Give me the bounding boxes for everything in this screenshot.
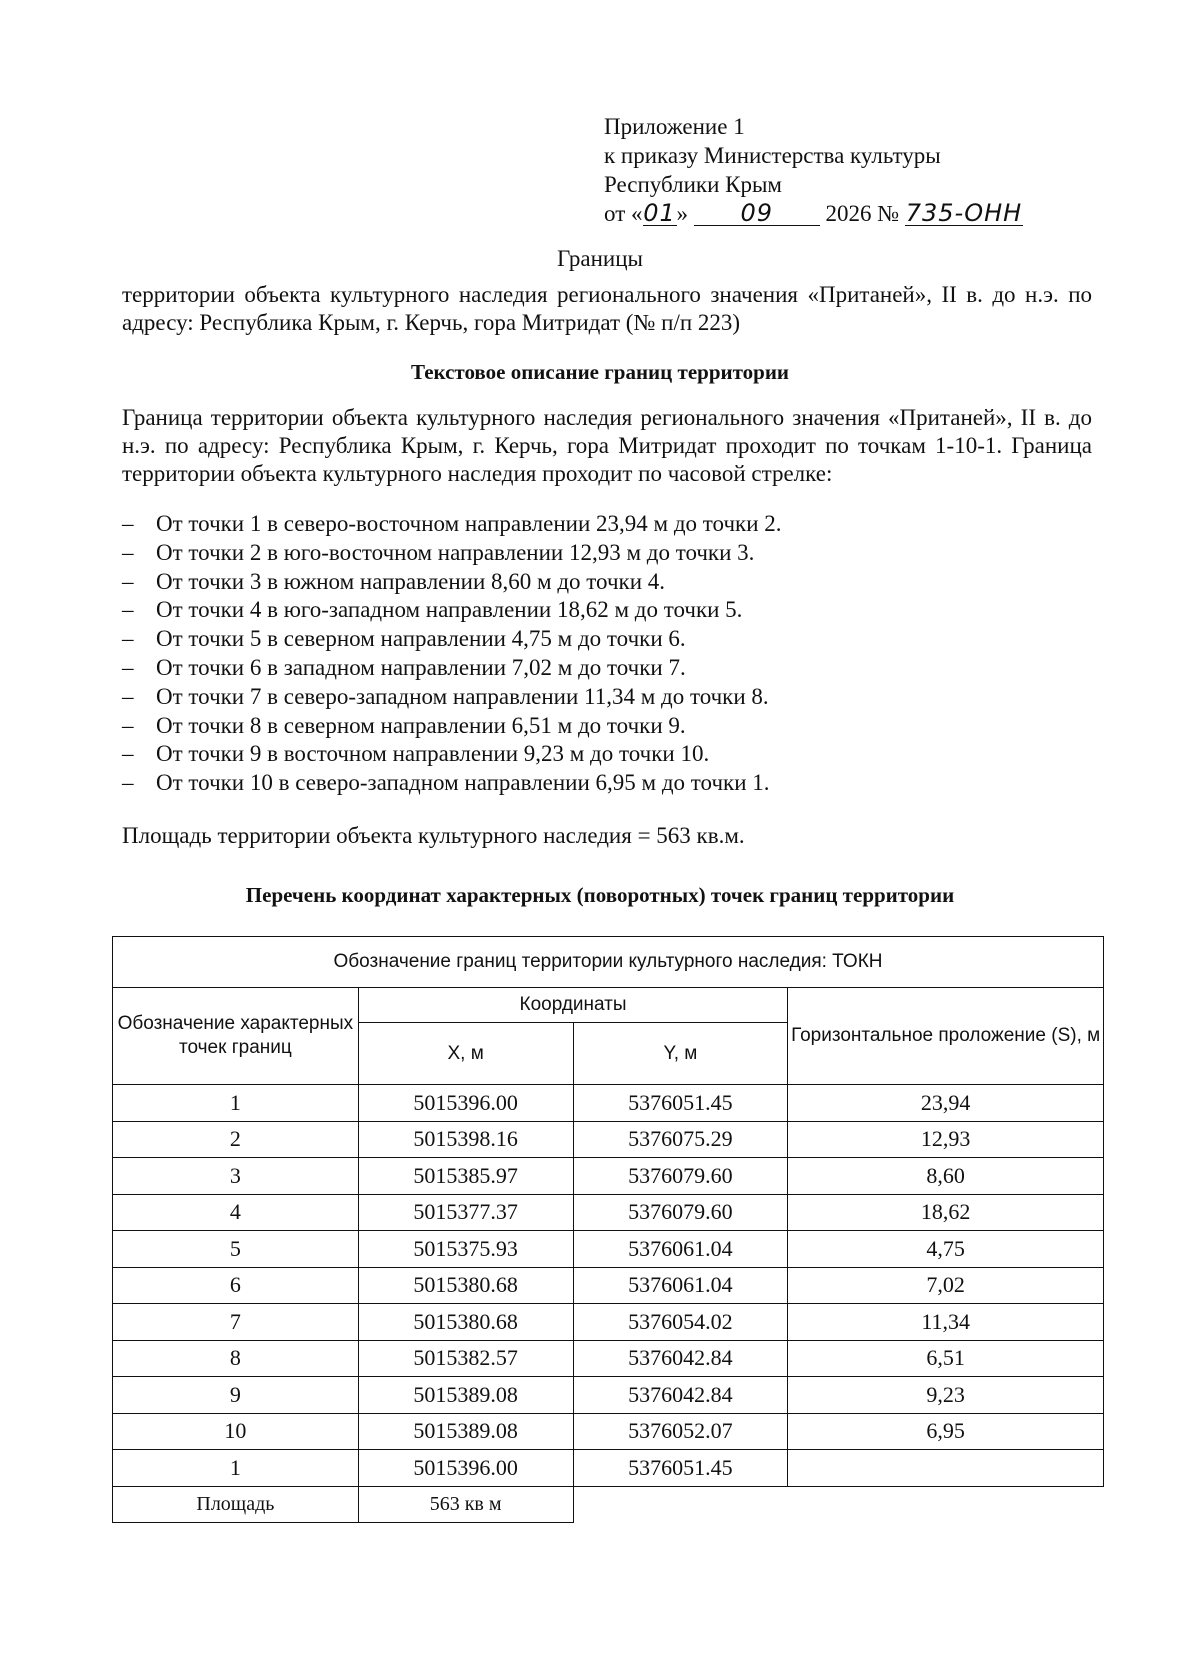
table-row: [113, 1340, 1104, 1377]
dash-bullet: –: [122, 712, 134, 738]
point-cell: 8: [113, 1340, 359, 1377]
s-cell: 18,62: [788, 1194, 1104, 1231]
step-text: От точки 6 в западном направлении 7,02 м до точки 7.: [156, 654, 686, 680]
y-cell: 5376051.45: [573, 1085, 788, 1122]
table-row: [113, 1304, 1104, 1341]
date-month: 09: [694, 201, 820, 226]
x-cell: 5015398.16: [358, 1121, 573, 1158]
y-cell: 5376054.02: [573, 1304, 788, 1341]
date-year: 2026 №: [825, 201, 900, 226]
step-text: От точки 10 в северо-западном направлении 6,95 м до точки 1.: [156, 770, 770, 796]
x-cell: 5015389.08: [358, 1377, 573, 1414]
x-cell: 5015389.08: [358, 1413, 573, 1450]
coordinates-table: [112, 936, 1104, 1523]
date-prefix: от «: [604, 201, 643, 226]
y-cell: 5376042.84: [573, 1377, 788, 1414]
table-row: [113, 1450, 1104, 1487]
date-day: 01: [643, 199, 676, 227]
list-item: [122, 596, 1092, 625]
list-item: [122, 683, 1092, 712]
y-cell: 5376051.45: [573, 1450, 788, 1487]
description-paragraph: Граница территории объекта культурного наследия регионального значения «Пританей», II в. до н.э. по адресу: Республика Крым, г. Керчь, гора Митридат проходит по точкам 1-10-1. Граница территории объекта культурного наследия проходит по часовой стрелке:: [122, 405, 1092, 486]
step-text: От точки 9 в восточном направлении 9,23 м до точки 10.: [156, 741, 710, 767]
s-cell: 11,34: [788, 1304, 1104, 1341]
boundary-steps-list: [122, 510, 1092, 798]
dash-bullet: –: [122, 770, 134, 796]
x-cell: 5015380.68: [358, 1304, 573, 1341]
s-cell: 4,75: [788, 1231, 1104, 1268]
table-row: [113, 1267, 1104, 1304]
document-title: Границы: [557, 246, 643, 271]
appendix-order-ref: к приказу Министерства культуры: [604, 143, 941, 168]
area-value-cell: 563 кв м: [358, 1486, 573, 1523]
appendix-date-line: [604, 199, 1124, 228]
s-cell: 7,02: [788, 1267, 1104, 1304]
y-cell: 5376075.29: [573, 1121, 788, 1158]
coordinates-body: [113, 1085, 1104, 1487]
point-cell: 2: [113, 1121, 359, 1158]
document-subtitle: территории объекта культурного наследия регионального значения «Пританей», II в. до н.э. по адресу: Республика Крым, г. Керчь, гора Митридат (№ п/п 223): [122, 282, 1092, 335]
text-description-heading: Текстовое описание границ территории: [410, 360, 790, 384]
step-text: От точки 3 в южном направлении 8,60 м до точки 4.: [156, 568, 666, 594]
s-cell: 6,95: [788, 1413, 1104, 1450]
x-cell: 5015396.00: [358, 1450, 573, 1487]
appendix-block: [604, 112, 1124, 228]
step-text: От точки 1 в северо-восточном направлении 23,94 м до точки 2.: [156, 511, 782, 536]
header-y: Y, м: [573, 1023, 788, 1085]
point-cell: 7: [113, 1304, 359, 1341]
header-coordinates: Координаты: [358, 988, 788, 1023]
y-cell: 5376079.60: [573, 1194, 788, 1231]
step-text: От точки 5 в северном направлении 4,75 м до точки 6.: [156, 626, 686, 652]
table-row: [113, 1121, 1104, 1158]
list-item: [122, 510, 1092, 539]
y-cell: 5376061.04: [573, 1267, 788, 1304]
table-row: [113, 1377, 1104, 1414]
header-point-designation: Обозначение характерных точек границ: [113, 988, 359, 1085]
point-cell: 1: [113, 1450, 359, 1487]
table-row: [113, 1413, 1104, 1450]
point-cell: 6: [113, 1267, 359, 1304]
header-horizontal-distance: Горизонтальное проложение (S), м: [788, 988, 1104, 1085]
dash-bullet: –: [122, 741, 134, 767]
dash-bullet: –: [122, 654, 134, 680]
s-cell: 9,23: [788, 1377, 1104, 1414]
x-cell: 5015375.93: [358, 1231, 573, 1268]
y-cell: 5376052.07: [573, 1413, 788, 1450]
step-text: От точки 7 в северо-западном направлении 11,34 м до точки 8.: [156, 683, 769, 709]
dash-bullet: –: [122, 539, 134, 565]
list-item: [122, 769, 1092, 798]
y-cell: 5376061.04: [573, 1231, 788, 1268]
list-item: [122, 568, 1092, 597]
point-cell: 4: [113, 1194, 359, 1231]
point-cell: 9: [113, 1377, 359, 1414]
s-cell: [788, 1450, 1104, 1487]
header-x: X, м: [358, 1023, 573, 1085]
table-row: [113, 1231, 1104, 1268]
dash-bullet: –: [122, 568, 134, 594]
appendix-republic: Республики Крым: [604, 172, 782, 197]
date-mid: »: [676, 201, 688, 226]
list-item: [122, 539, 1092, 568]
point-cell: 3: [113, 1158, 359, 1195]
x-cell: 5015380.68: [358, 1267, 573, 1304]
s-cell: 6,51: [788, 1340, 1104, 1377]
x-cell: 5015396.00: [358, 1085, 573, 1122]
s-cell: 12,93: [788, 1121, 1104, 1158]
order-number: 735-ОНН: [905, 199, 1023, 227]
table-row: [113, 1158, 1104, 1195]
area-label-cell: Площадь: [113, 1486, 359, 1523]
point-cell: 10: [113, 1413, 359, 1450]
dash-bullet: –: [122, 511, 134, 536]
s-cell: 8,60: [788, 1158, 1104, 1195]
dash-bullet: –: [122, 626, 134, 652]
x-cell: 5015377.37: [358, 1194, 573, 1231]
point-cell: 1: [113, 1085, 359, 1122]
y-cell: 5376042.84: [573, 1340, 788, 1377]
s-cell: 23,94: [788, 1085, 1104, 1122]
table-caption: Обозначение границ территории культурного наследия: ТОКН: [113, 937, 1104, 988]
list-item: [122, 654, 1092, 683]
dash-bullet: –: [122, 683, 134, 709]
list-item: [122, 625, 1092, 654]
x-cell: 5015382.57: [358, 1340, 573, 1377]
step-text: От точки 8 в северном направлении 6,51 м до точки 9.: [156, 712, 686, 738]
step-text: От точки 2 в юго-восточном направлении 12,93 м до точки 3.: [156, 539, 755, 565]
y-cell: 5376079.60: [573, 1158, 788, 1195]
x-cell: 5015385.97: [358, 1158, 573, 1195]
point-cell: 5: [113, 1231, 359, 1268]
list-item: [122, 712, 1092, 741]
coordinates-heading: Перечень координат характерных (поворотных) точек границ территории: [245, 883, 955, 907]
table-row: [113, 1085, 1104, 1122]
table-row: [113, 1194, 1104, 1231]
area-statement: Площадь территории объекта культурного наследия = 563 кв.м.: [122, 823, 745, 848]
step-text: От точки 4 в юго-западном направлении 18,62 м до точки 5.: [156, 597, 743, 623]
list-item: [122, 740, 1092, 769]
appendix-label: Приложение 1: [604, 114, 745, 139]
dash-bullet: –: [122, 597, 134, 623]
